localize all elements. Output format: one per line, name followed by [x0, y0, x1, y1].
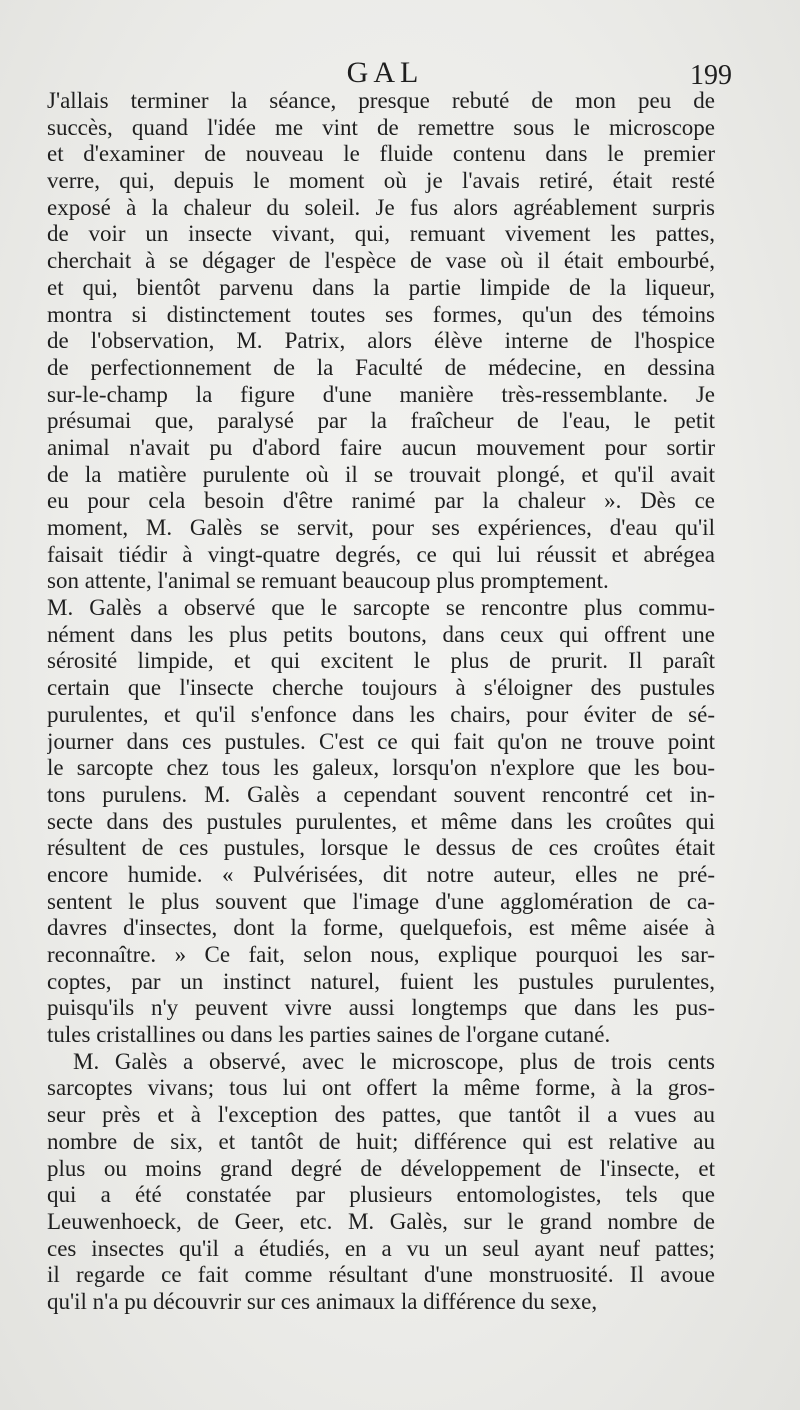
text-line: plus ou moins grand degré de développement de l'insecte, et: [47, 1155, 715, 1181]
text-line: tules cristallines ou dans les parties saines de l'organe cutané.: [47, 1022, 611, 1048]
text-line: encore humide. « Pulvérisées, dit notre auteur, elles ne pré-: [47, 861, 715, 887]
running-head: [0, 56, 800, 92]
text-line: succès, quand l'idée me vint de remettre sous le microscope: [47, 114, 715, 140]
text-line: et d'examiner de nouveau le fluide contenu dans le premier: [47, 141, 715, 167]
text-line: Leuwenhoeck, de Geer, etc. M. Galès, sur le grand nombre de: [47, 1208, 715, 1234]
text-line: sarcoptes vivans; tous lui ont offert la même forme, à la gros-: [47, 1075, 715, 1101]
text-line: reconnaître. » Ce fait, selon nous, explique pourquoi les sar-: [47, 942, 715, 967]
text-line: M. Galès a observé, avec le microscope, plus de trois cents: [73, 1048, 715, 1074]
text-line: ces insectes qu'il a étudiés, en a vu un seul ayant neuf pattes;: [47, 1235, 715, 1261]
text-line: verre, qui, depuis le moment où je l'avais retiré, était resté: [47, 168, 715, 194]
text-line: tons purulens. M. Galès a cependant souvent rencontré cet in-: [47, 781, 715, 807]
text-line: sentent le plus souvent que l'image d'une agglomération de ca-: [47, 888, 715, 914]
text-line: cherchait à se dégager de l'espèce de vase où il était embourbé,: [47, 248, 715, 274]
text-line: résultent de ces pustules, lorsque le dessus de ces croûtes était: [47, 835, 715, 861]
text-line: nément dans les plus petits boutons, dans ceux qui offrent une: [47, 621, 715, 647]
text-line: le sarcopte chez tous les galeux, lorsqu'on n'explore que les bou-: [47, 755, 715, 781]
running-title: GAL: [346, 56, 424, 89]
text-line: de perfectionnement de la Faculté de médecine, en dessina: [47, 354, 715, 380]
body-text: [47, 88, 715, 1316]
text-line: qui a été constatée par plusieurs entomologistes, tels que: [47, 1182, 715, 1208]
text-line: coptes, par un instinct naturel, fuient les pustules purulentes,: [47, 968, 715, 994]
text-line: moment, M. Galès se servit, pour ses expériences, d'eau qu'il: [47, 515, 715, 540]
text-line: puisqu'ils n'y peuvent vivre aussi longtemps que dans les pus-: [47, 995, 715, 1021]
text-line: de la matière purulente où il se trouvait plongé, et qu'il avait: [47, 461, 715, 487]
text-line: qu'il n'a pu découvrir sur ces animaux la différence du sexe,: [47, 1288, 598, 1314]
text-line: sérosité limpide, et qui excitent le plus de prurit. Il paraît: [47, 648, 715, 674]
text-line: il regarde ce fait comme résultant d'une monstruosité. Il avoue: [47, 1262, 715, 1288]
text-line: journer dans ces pustules. C'est ce qui fait qu'on ne trouve point: [47, 728, 715, 754]
text-line: nombre de six, et tantôt de huit; différence qui est relative au: [47, 1128, 715, 1154]
page-number: 199: [690, 60, 732, 91]
text-line: seur près et à l'exception des pattes, que tantôt il a vues au: [47, 1102, 715, 1128]
text-line: montra si distinctement toutes ses formes, qu'un des témoins: [47, 301, 715, 327]
text-line: secte dans des pustules purulentes, et même dans les croûtes qui: [47, 808, 715, 834]
text-line: J'allais terminer la séance, presque rebuté de mon peu de: [47, 88, 715, 113]
text-line: animal n'avait pu d'abord faire aucun mouvement pour sortir: [47, 434, 715, 460]
text-line: son attente, l'animal se remuant beaucoup plus promptement.: [47, 568, 609, 594]
text-line: présumai que, paralysé par la fraîcheur de l'eau, le petit: [47, 408, 715, 434]
text-line: et qui, bientôt parvenu dans la partie limpide de la liqueur,: [47, 274, 715, 300]
text-line: de l'observation, M. Patrix, alors élève interne de l'hospice: [47, 328, 715, 354]
text-line: exposé à la chaleur du soleil. Je fus alors agréablement surpris: [47, 194, 715, 220]
text-line: purulentes, et qu'il s'enfonce dans les chairs, pour éviter de sé-: [47, 701, 715, 727]
text-line: M. Galès a observé que le sarcopte se rencontre plus commu-: [47, 595, 715, 621]
text-line: davres d'insectes, dont la forme, quelquefois, est même aisée à: [47, 915, 715, 941]
text-line: eu pour cela besoin d'être ranimé par la chaleur ». Dès ce: [47, 488, 715, 514]
text-line: faisait tiédir à vingt-quatre degrés, ce qui lui réussit et abrégea: [47, 541, 715, 567]
text-line: certain que l'insecte cherche toujours à s'éloigner des pustules: [47, 675, 715, 701]
text-line: de voir un insecte vivant, qui, remuant vivement les pattes,: [47, 221, 715, 247]
text-line: sur-le-champ la figure d'une manière très-ressemblante. Je: [47, 381, 715, 407]
